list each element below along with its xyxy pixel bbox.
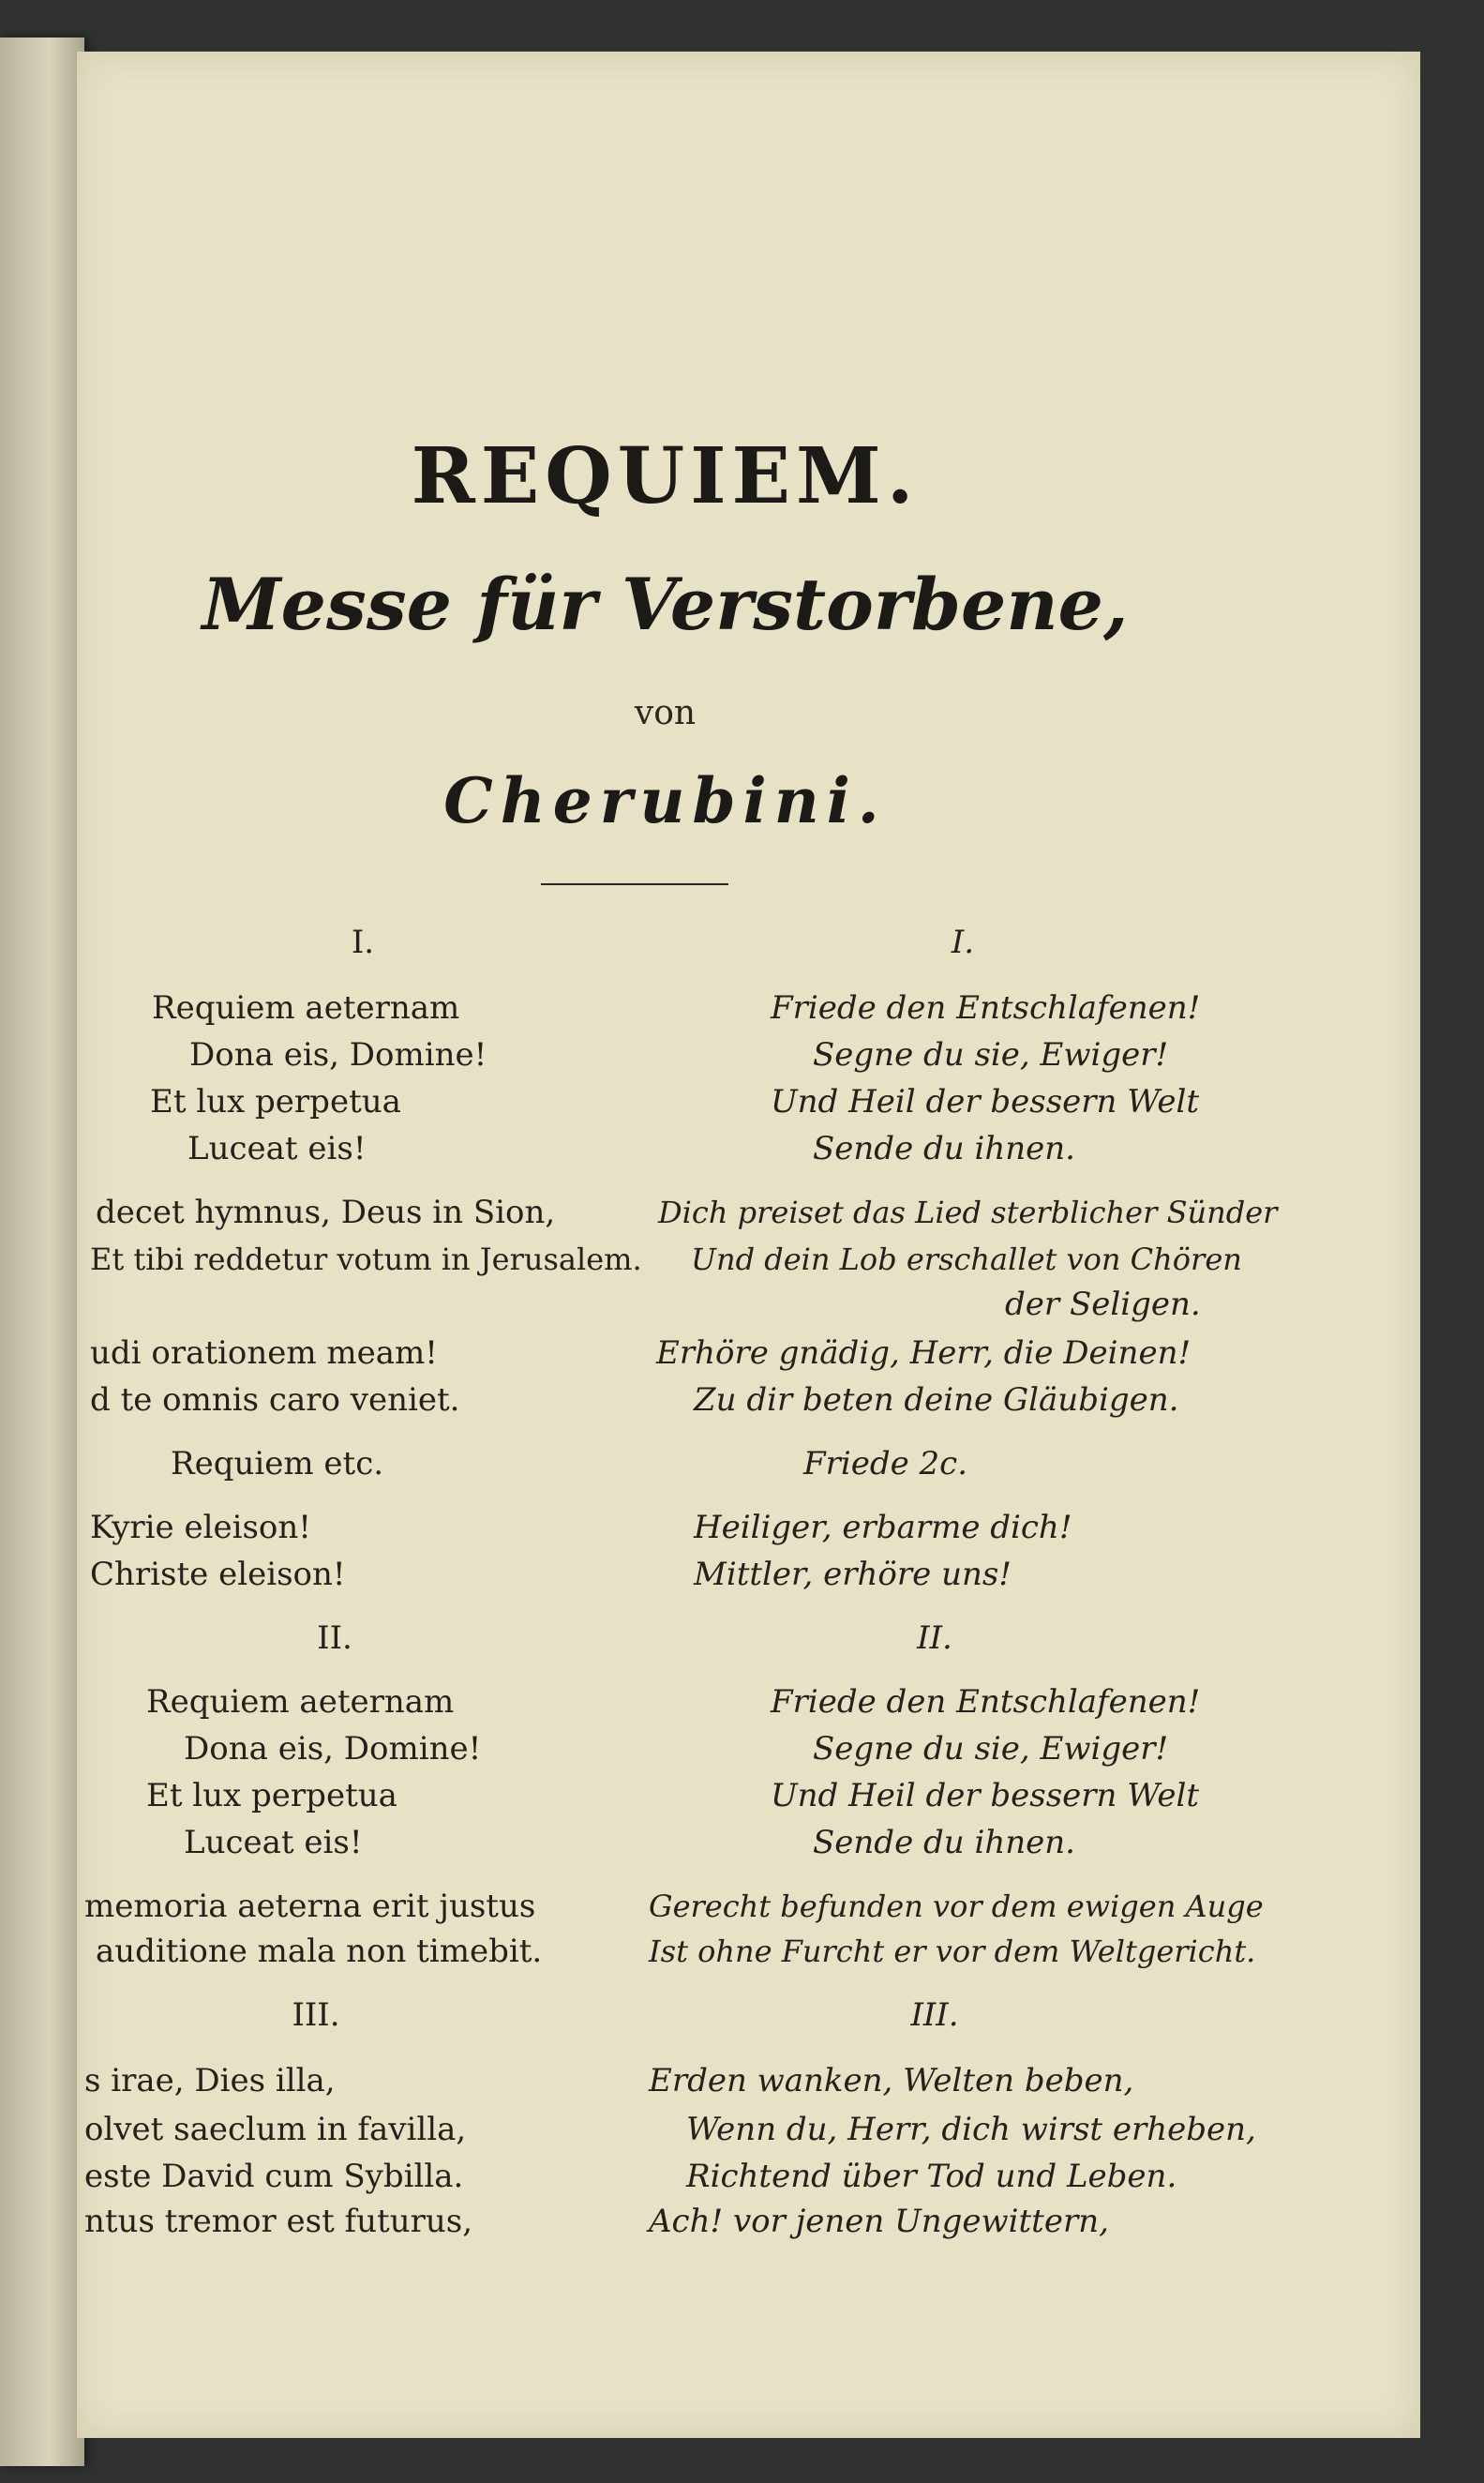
latin-line: Et lux perpetua <box>150 1083 401 1121</box>
german-line: Ist ohne Furcht er vor dem Weltgericht. <box>649 1934 1256 1969</box>
german-line: Sende du ihnen. <box>813 1824 1075 1861</box>
latin-line: Et lux perpetua <box>146 1777 397 1814</box>
latin-line: este David cum Sybilla. <box>84 2158 464 2195</box>
german-line: Und Heil der bessern Welt <box>771 1083 1200 1121</box>
latin-line: Dona eis, Domine! <box>184 1730 482 1768</box>
latin-line: d te omnis caro veniet. <box>90 1381 460 1419</box>
german-line: Segne du sie, Ewiger! <box>813 1730 1169 1768</box>
latin-line: decet hymnus, Deus in Sion, <box>96 1194 556 1231</box>
latin-line: Kyrie eleison! <box>90 1509 311 1546</box>
section-heading: III. <box>910 1996 959 2034</box>
german-line: Sende du ihnen. <box>813 1130 1075 1167</box>
latin-line: memoria aeterna erit justus <box>84 1888 536 1925</box>
german-line: Mittler, erhöre uns! <box>694 1556 1012 1593</box>
german-line: Und dein Lob erschallet von Chören <box>691 1242 1242 1277</box>
german-line: Ach! vor jenen Ungewittern, <box>649 2203 1109 2240</box>
composer-name: Cherubini. <box>443 764 887 837</box>
latin-line: s irae, Dies illa, <box>84 2062 336 2099</box>
previous-page-edge <box>0 38 84 2466</box>
latin-line: auditione mala non timebit. <box>96 1933 543 1970</box>
german-line: Segne du sie, Ewiger! <box>813 1036 1169 1074</box>
german-line: Und Heil der bessern Welt <box>771 1777 1200 1814</box>
latin-line: Et tibi reddetur votum in Jerusalem. <box>90 1242 642 1277</box>
section-heading: I. <box>351 924 375 961</box>
section-heading: II. <box>917 1619 952 1657</box>
latin-line: olvet saeclum in favilla, <box>84 2111 467 2148</box>
document-title: REQUIEM. <box>411 431 920 521</box>
latin-line: udi orationem meam! <box>90 1334 438 1372</box>
latin-line: Luceat eis! <box>184 1824 363 1861</box>
section-heading: III. <box>292 1996 340 2034</box>
title-divider <box>541 883 728 885</box>
latin-line: Christe eleison! <box>90 1556 346 1593</box>
section-heading: I. <box>951 924 975 961</box>
german-line: Friede den Entschlafenen! <box>771 1683 1201 1721</box>
german-line: der Seligen. <box>1005 1286 1201 1323</box>
german-line: Friede 2c. <box>803 1445 968 1482</box>
german-line: Wenn du, Herr, dich wirst erheben, <box>686 2111 1256 2148</box>
latin-line: Dona eis, Domine! <box>189 1036 487 1074</box>
german-line: Heiliger, erbarme dich! <box>694 1509 1072 1546</box>
latin-line: Requiem aeternam <box>146 1683 455 1721</box>
german-line: Friede den Entschlafenen! <box>771 989 1201 1027</box>
latin-line: Luceat eis! <box>187 1130 367 1167</box>
latin-line: Requiem aeternam <box>152 989 460 1027</box>
german-line: Erhöre gnädig, Herr, die Deinen! <box>656 1334 1192 1372</box>
german-line: Gerecht befunden vor dem ewigen Auge <box>649 1889 1264 1924</box>
book-page <box>77 52 1420 2438</box>
german-line: Richtend über Tod und Leben. <box>686 2158 1177 2195</box>
latin-line: ntus tremor est futurus, <box>84 2203 473 2240</box>
latin-line: Requiem etc. <box>171 1445 384 1482</box>
german-line: Erden wanken, Welten beben, <box>649 2062 1134 2099</box>
section-heading: II. <box>317 1619 352 1657</box>
german-line: Zu dir beten deine Gläubigen. <box>694 1381 1179 1419</box>
by-line: von <box>634 694 697 732</box>
document-subtitle: Messe für Verstorbene, <box>202 563 1129 646</box>
german-line: Dich preiset das Lied sterblicher Sünder <box>658 1195 1278 1230</box>
